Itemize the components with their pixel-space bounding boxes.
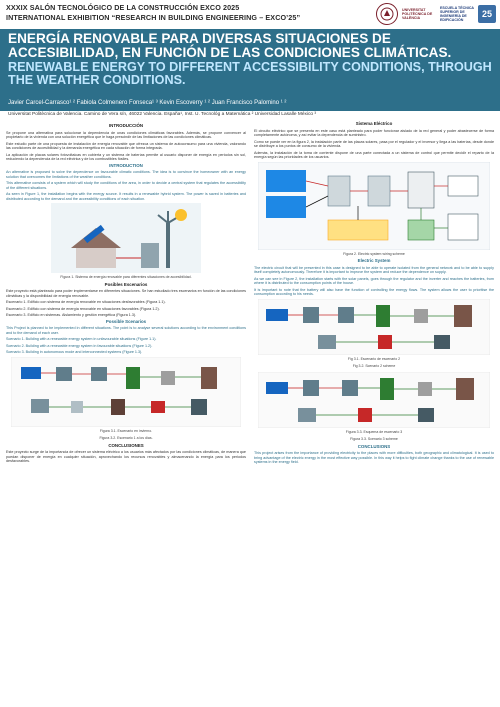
results-es-p4: Escenario 3. Edificio en sistemas. Aislamiento y gestión energética (Figura 1.3). (6, 313, 137, 317)
figure-3-1b-caption: Fig 3.1. Escenario de escenario 2 (347, 356, 401, 361)
intro-en-p3: As seen in Figure 1, the installation begins with the energy source. It results in a renewable hybrid system. The power is saved in batteries and distributed according to the demand and the accessibility conditions of each situation. (6, 192, 246, 201)
figure-1-caption: Figura 1. Sistema de energía renovable para diferentes situaciones de accesibilidad. (60, 275, 192, 279)
system-en-heading: Electric System (357, 258, 391, 263)
system-es-p3: Además, la instalación de la toma de corriente dispone de una parte conectada a un sistema de control que permite decidir el reparto de la energía según las prioridades de los usuarios. (254, 150, 494, 159)
system-es-p1: El circuito eléctrico que se presenta en este caso está planteado para poder funcionar aislado de la red general y poder abastecerse de forma completamente autónoma, y así evitar la dependencia de suministro. (254, 128, 494, 137)
figure-scenario-1-diagram (11, 357, 241, 427)
intro-es-p1: Se propone una alternativa para solucionar la dependencia de unas condiciones climáticas favorables. Además, se propone convencer al propietario de la vivienda con una solución energética que le haga prescindir de las limitaciones de las condiciones climáticas. (6, 130, 246, 139)
conclusions-es-heading: CONCLUSIONES (108, 442, 144, 448)
results-en-p4: Scenario 3. Building in autonomous mode and interconnected systems (Figure 1.3). (6, 350, 143, 354)
figure-scenario-2-diagram (258, 299, 490, 355)
results-en-p3: Scenario 2. Building with a renewable energy system in favourable situations (Figure 1.2). (6, 343, 153, 348)
figure-2-caption: Figura 2. Electric system wiring scheme (343, 251, 405, 256)
results-en-p2: Scenario 1. Building with a renewable energy system in unfavourable situations (Figure 1.1). (6, 337, 157, 341)
affiliation: Universitat Politècnica de Valencia. Camino de Vera s/n, 46022 Valencia. España¹, Inst. U. Tecnológ a Matemática ² Universidad Lasalle México ³ (8, 112, 316, 117)
results-es-p2: Escenario 1. Edificio con sistema de energía renovable en situaciones desfavorables (Figura 1.1). (6, 300, 166, 304)
figure-3-3-caption: Figura 3.3. Esquema de escenario 3 (345, 429, 403, 434)
poster-title-en: RENEWABLE ENERGY TO DIFFERENT ACCESSIBILITY CONDITIONS, THROUGH THE WEATHER CONDITIONS. (8, 60, 492, 87)
conclusions-en-text: This project arises from the importance of providing electricity to the places with more difficulties, both geographic and climatological. It is used to bring advantage of the electric energy in the most effective way possible. In this way it helps to fight climate change thanks to the use of renewable systems in the energy field. (254, 451, 494, 464)
intro-en-p1: An alternative is proposed to solve the dependence on favourable climatic conditions. The idea is to convince the homeowner with an energy solution that overcomes the limitations of the weather conditions. (6, 170, 246, 179)
results-es-p3: Escenario 2. Edificio con sistema de energía renovable en situaciones favorables (Figura 1.2). (6, 306, 160, 311)
figure-scenario-3-diagram (258, 372, 490, 428)
results-es-p1: Este proyecto está planteado para poder implementarse en diferentes situaciones. Se han estudiado tres escenarios en función de las condiciones climáticas y la disponibilidad de energía renovable. (6, 289, 246, 298)
intro-en-p2: This alternative consists of a system which will study the conditions of the area, in order to decide a central system that regulates the accessibility of the different situations. (6, 181, 246, 190)
intro-es-p3: La aplicación de placas solares fotovoltaicas en cubierta y un sistema de baterías permite al usuario disponer de energía en periodos sin sol, reduciendo la dependencia de la red eléctrica y de los combustibles fósiles. (6, 152, 246, 161)
system-es-p2: Como se puede ver en la figura 2, la instalación parte de las placas solares, pasa por el regulador y el inversor y llega a las baterías, desde donde se distribuye a los puntos de consumo de la vivienda. (254, 139, 494, 148)
poster-header (0, 0, 500, 29)
poster-title-es: ENERGÍA RENOVABLE PARA DIVERSAS SITUACIONES DE ACCESIBILIDAD, EN FUNCIÓN DE LAS CONDICIONES CLIMÁTICAS. (8, 31, 452, 61)
figure-3-2b-caption: Fig 3.2. Scenario 2 scheme (352, 364, 396, 368)
figure-1-system-diagram (51, 203, 201, 273)
conference-title: XXXIX SALÓN TECNOLÓGICO DE LA CONSTRUCCIÓN EXCO 2025 (6, 3, 240, 12)
results-en-p1: This Project is planned to be implemented in different situations. The point is to analyse several solutions according to the environment conditions and to the demand of each user. (6, 326, 246, 335)
exco-badge-logo: 25 (478, 5, 496, 23)
authors: Javier Carcel-Carrasco¹ ² Fabiola Colmenero Fonseca¹ ³ Kevin Escoverry ¹ ² Juan Francisco Palomino ¹ ² (8, 100, 287, 106)
figure-3-1-caption: Figura 3.1. Escenario en invierno. (99, 428, 153, 433)
university-logo-text: UNIVERSITAT POLITÈCNICA DE VALÈNCIA (402, 7, 433, 21)
system-en-p3: It is important to note that the battery will also have the function of controlling the energy flows. The system allows the user to prioritise the consumption according to his needs. (254, 287, 494, 296)
system-es-heading: Sistema Eléctrico (355, 121, 393, 126)
system-en-p2: As we can see in Figure 2, the installation starts with the solar panels, goes through the regulator and the inverter and reaches the batteries, from where it is distributed to the consumption points of the house. (254, 276, 494, 285)
right-column (254, 120, 494, 467)
school-logo-text: ESCUELA TÉCNICA SUPERIOR DE INGENIERÍA DE EDIFICACIÓN (440, 5, 474, 23)
figure-3-3b-caption: Figura 3.3. Scenario 3 scheme (350, 437, 398, 441)
university-seal-logo (376, 3, 398, 25)
intro-es-p2: Este estudio parte de una propuesta de instalación de energía renovable que ofrezca un sistema de autoconsumo para una vivienda, valorando las condiciones de accesibilidad y la demanda energética en cada situación de forma integrada. (6, 141, 246, 150)
logo-group (376, 2, 496, 26)
results-en-heading: Possible Scenarios (105, 318, 147, 324)
figure-2-wiring-scheme (258, 162, 490, 250)
results-es-heading: Posibles Escenarios (104, 281, 148, 287)
intro-es-heading: INTRODUCCIÓN (108, 123, 144, 128)
conclusions-es-text: Este proyecto surge de la importancia de ofrecer un sistema eléctrico a los usuarios más afectados por las condiciones climáticas, de manera que puedan disponer de energía en cualquier situación, aprovechando los recursos renovables y almacenando la energía para los periodos desfavorables. (6, 450, 246, 463)
intro-en-heading: INTRODUCTION (109, 162, 143, 168)
left-column (6, 122, 246, 466)
figure-3-2-caption: Figura 3.2. Escenario 1 a los días. (99, 436, 153, 440)
conclusions-en-heading: CONCLUSIONS (357, 443, 391, 449)
system-en-p1: The electric circuit that will be presented in this case is designed to be able to operate isolated from the general network and to be able to supply itself completely autonomously. Therefore it is important to improve the system and reduce the dependence on supply. (254, 265, 494, 274)
conference-subtitle: INTERNATIONAL EXHIBITION “RESEARCH IN BUILDING ENGINEERING – EXCO’25” (6, 13, 301, 22)
